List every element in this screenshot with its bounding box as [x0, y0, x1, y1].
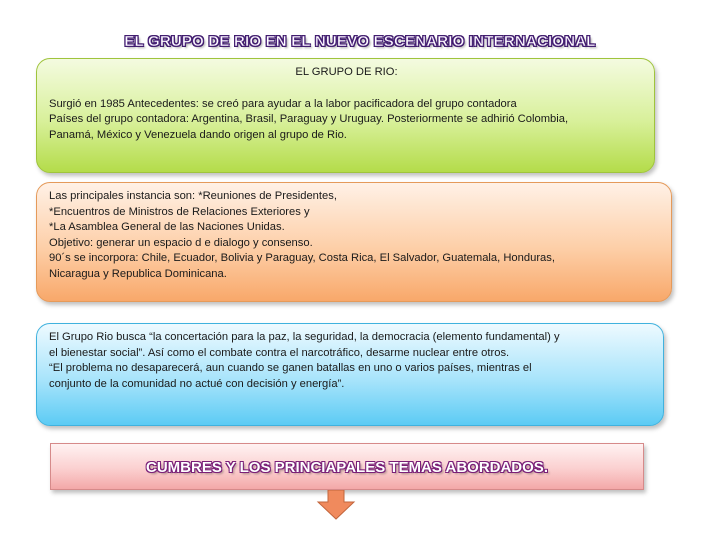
down-arrow-shape [318, 490, 354, 519]
instances-text: Las principales instancia son: *Reuniones de Presidentes, *Encuentros de Ministros de Relaciones Exteriores y *La Asamblea General de las Naciones Unidas. Objetivo: generar un espacio d e dialogo y consenso. 90´s se incorpora: Chile, Ecuador, Bolivia y Paraguay, Costa Rica, El Salvador, Guatemala, Honduras, Nicaragua y Republica Dominicana. [49, 190, 555, 280]
down-arrow-icon [316, 490, 356, 520]
summits-box [50, 443, 644, 490]
origin-text: Surgió en 1985 Antecedentes: se creó para ayudar a la labor pacificadora del grupo contadora Países del grupo contadora: Argentina, Brasil, Paraguay y Uruguay. Posteriormente se adhirió Colombia, Panamá, México y Venezuela dando origen al grupo de Rio. [49, 97, 569, 141]
instances-box [36, 182, 672, 302]
page-title: EL GRUPO DE RIO EN EL NUEVO ESCENARIO INTERNACIONAL [124, 33, 596, 50]
grupo-rio-origin-box [36, 58, 655, 173]
objectives-text: El Grupo Rio busca “la concertación para la paz, la seguridad, la democracia (elemento fundamental) y el bienestar social”. Así como el combate contra el narcotráfico, desarme nuclear entre otros. “El problema no desaparecerá, aun cuando se ganen batallas en uno o varios países, mientras el conjunto de la comunidad no actué con decisión y energía”. [49, 331, 560, 390]
box-heading: EL GRUPO DE RIO: [295, 66, 398, 78]
objectives-box [36, 323, 664, 426]
summits-text: CUMBRES Y LOS PRINCIAPALES TEMAS ABORDADOS. [146, 459, 548, 476]
